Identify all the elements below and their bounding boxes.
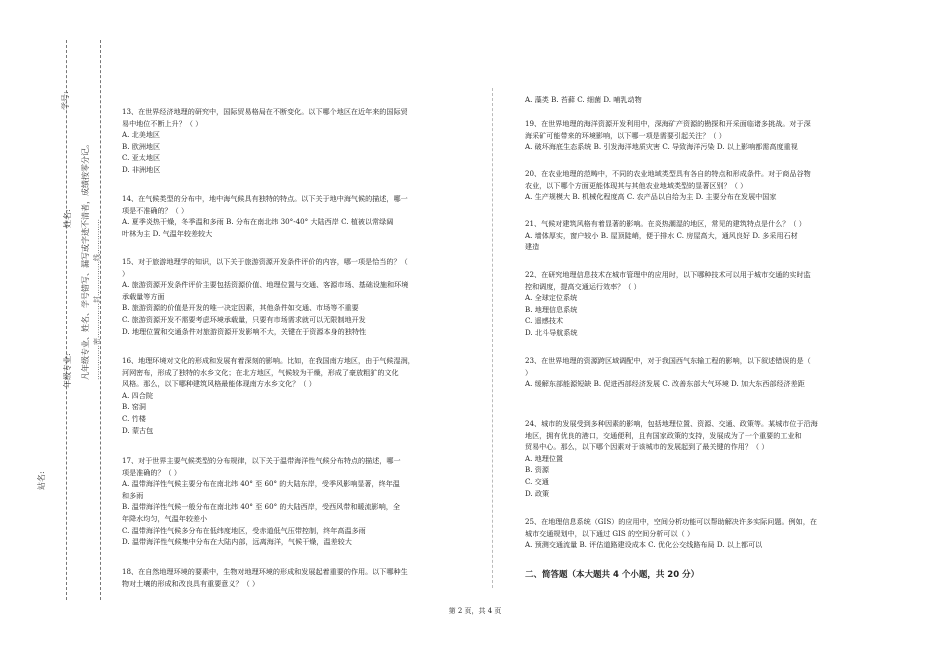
option-line: C. 交通	[525, 476, 549, 486]
question-line: ）	[122, 268, 130, 278]
question-25	[525, 516, 817, 551]
option-line: D. 地理位置和交通条件对旅游资源开发影响不大，关键在于资源本身的独特性	[122, 326, 367, 336]
option-line: A. 预测交通流量 B. 评估道路建设成本 C. 优化公交线路布局 D. 以上都可以	[525, 540, 763, 550]
option-line: B. 旅游资源的价值是开发的唯一决定因素，其他条件如交通、市场等不重要	[122, 303, 359, 313]
option-line: D. 温带海洋性气候集中分布在大陆内部，远离海洋，气候干燥，温差较大	[122, 537, 352, 547]
question-21	[525, 218, 806, 253]
question-line: 农业，以下哪个方面更能体现其与其他农业地域类型的显著区别？（ ）	[525, 180, 748, 190]
question-line: 17、对于世界主要气候类型的分布规律，以下关于温带海洋性气候分布特点的描述，哪一	[122, 456, 401, 465]
question-line: 易中地位不断上升？（ ）	[122, 118, 203, 128]
option-line: A. 破坏海底生态系统 B. 引发海洋地质灾害 C. 导致海洋污染 D. 以上影响都需高度重视	[525, 142, 798, 152]
question-16	[122, 355, 415, 436]
option-line: 和多雨	[122, 490, 144, 500]
option-line: B. 欧洲地区	[122, 141, 161, 151]
question-line: 项是准确的？（ ）	[122, 467, 182, 477]
question-line: 控和调度，提高交通运行效率？（ ）	[525, 281, 641, 291]
question-line: 风格。那么，以下哪种建筑风格最能体现南方水乡文化？（ ）	[122, 379, 316, 389]
exam-number-label: 学号:	[61, 91, 70, 110]
option-line: A. 缓解东部能源短缺 B. 促进西部经济发展 C. 改善东部大气环境 D. 加大东西部经济差距	[525, 379, 805, 389]
option-line: C. 亚太地区	[122, 153, 161, 163]
option-line: A. 生产规模大 B. 机械化程度高 C. 农产品以自给为主 D. 主要分布在发展中国家	[525, 192, 777, 202]
question-24	[525, 418, 818, 499]
option-line: 承载量等方面	[122, 291, 165, 301]
option-line: A. 墙体厚实，窗户较小 B. 屋顶陡峭，便于排水 C. 房屋高大，通风良好 D. 多采用石材	[525, 230, 798, 240]
question-line: 22、在研究地理信息技术在城市管理中的应用时，以下哪种技术可以用于城市交通的实时监	[525, 270, 811, 279]
option-line: A. 四合院	[122, 390, 153, 400]
option-line: C. 遥感技术	[525, 316, 564, 326]
question-23	[525, 355, 811, 390]
question-22	[525, 269, 811, 339]
option-line: A. 夏季炎热干燥，冬季温和多雨 B. 分布在南北纬 30°-40° 大陆西岸 C. 植被以常绿阔	[122, 217, 394, 227]
question-19	[525, 118, 811, 153]
option-line: B. 窑洞	[122, 402, 146, 412]
question-line: 地区，拥有优良的港口，交通便利，且有国家政策的支持，发展成为了一个重要的工业和	[525, 430, 802, 440]
question-line: 16、地理环境对文化的形成和发展有着深刻的影响。比如，在我国南方地区，由于气候湿润，	[122, 356, 415, 365]
question-17	[122, 455, 401, 548]
question-line: 21、气候对建筑风格有着显著的影响。在炎热潮湿的地区，常见的建筑特点是什么？（ ）	[525, 219, 806, 228]
question-14	[122, 193, 408, 239]
binding-seal-line: ……………密……………封……………线……………	[93, 219, 101, 380]
option-line: A. 全球定位系统	[525, 293, 578, 303]
question-line: 23、在世界地理的资源跨区域调配中，对于我国西气东输工程的影响，以下叙述错误的是（	[525, 356, 811, 365]
option-line: 建造	[525, 242, 540, 252]
question-line: 项是不准确的？（ ）	[122, 205, 189, 215]
question-line: ）	[525, 367, 533, 377]
question-line: 25、在地理信息系统（GIS）的应用中，空间分析功能可以帮助解决许多实际问题。例如，在	[525, 517, 817, 526]
option-line: B. 温带海洋性气候一般分布在南北纬 40° 至 60° 的大陆西岸，受西风带和暖流影响，全	[122, 502, 400, 512]
question-line: 20、在农业地理的范畴中，不同的农业地域类型具有各自的特点和形成条件。对于商品谷物	[525, 169, 811, 178]
question-line: 城市交通规划中，以下通过 GIS 的空间分析可以（ ）	[525, 528, 695, 538]
question-line: 海采矿可能带来的环境影响，以下哪一项是需要引起关注？（ ）	[525, 130, 726, 140]
option-line: B. 地理信息系统	[525, 304, 578, 314]
question-15	[122, 256, 408, 337]
section-heading: 二、简答题（本大题共 4 个小题，共 20 分）	[525, 570, 700, 580]
question-line: 19、在世界地理的海洋资源开发利用中，深海矿产资源的勘探和开采面临诸多挑战。对于深	[525, 119, 811, 128]
option-line: D. 蒙古包	[122, 425, 154, 435]
name-label: 姓名:	[63, 209, 72, 228]
option-line: A. 北美地区	[122, 130, 161, 140]
binding-warning: 凡年级专业、姓名、学号错写、漏写或字迹不清者，成绩按零分记。	[81, 140, 90, 380]
option-line: C. 温带海洋性气候多分布在低纬度地区，受赤道低气压带控制，终年高温多雨	[122, 525, 366, 535]
column-divider	[492, 88, 493, 588]
question-line: 15、对于旅游地理学的知识，以下关于旅游资源开发条件评价的内容，哪一项是恰当的？（	[122, 257, 408, 266]
option-line: A. 地理位置	[525, 453, 564, 463]
question-13	[122, 106, 408, 176]
option-line: 年降水均匀，气温年较差小	[122, 513, 208, 523]
question-20	[525, 168, 811, 203]
grade-major-label: 年级专业:	[63, 353, 72, 388]
option-line: D. 非洲地区	[122, 164, 161, 174]
question-line: 14、在气候类型的分布中，地中海气候具有独特的特点。以下关于地中海气候的描述，哪一	[122, 194, 408, 203]
option-line: A. 温带海洋性气候主要分布在南北纬 40° 至 60° 的大陆东岸，受季风影响显著，终年温	[122, 479, 400, 489]
question-18-options	[525, 94, 642, 106]
option-line: A. 旅游资源开发条件评价主要包括资源价值、地理位置与交通、客源市场、基础设施和环境	[122, 280, 409, 290]
question-line: 18、在自然地理环境的要素中，生物对地理环境的形成和发展起着重要的作用。以下哪种生	[122, 567, 408, 576]
option-line: A. 藻类 B. 苔藓 C. 细菌 D. 哺乳动物	[525, 95, 642, 104]
option-line: 叶林为主 D. 气温年较差较大	[122, 228, 213, 238]
question-line: 13、在世界经济地理的研究中，国际贸易格局在不断变化。以下哪个地区在近年来的国际贸	[122, 107, 408, 116]
binding-line-inner	[66, 40, 67, 600]
option-line: D. 政策	[525, 488, 550, 498]
question-line: 物对土壤的形成和改良具有重要意义？（ ）	[122, 578, 260, 588]
question-line: 24、城市的发展受到多种因素的影响，包括地理位置、资源、交通、政策等。某城市位于沿海	[525, 419, 818, 428]
option-line: B. 资源	[525, 465, 549, 475]
question-18	[122, 566, 408, 589]
question-line: 贸易中心。那么，以下哪个因素对于该城市的发展起到了最关键的作用？（ ）	[525, 442, 769, 452]
option-line: C. 竹楼	[122, 413, 146, 423]
page-footer: 第 2 页，共 4 页	[448, 607, 502, 615]
question-line: 河网密布，形成了独特的水乡文化；在北方地区，气候较为干燥，形成了豪放粗犷的文化	[122, 367, 399, 377]
school-label: 站名:	[37, 471, 46, 490]
option-line: D. 北斗导航系统	[525, 327, 578, 337]
option-line: C. 旅游资源开发不需要考虑环境承载量，只要有市场需求就可以无限制地开发	[122, 314, 366, 324]
